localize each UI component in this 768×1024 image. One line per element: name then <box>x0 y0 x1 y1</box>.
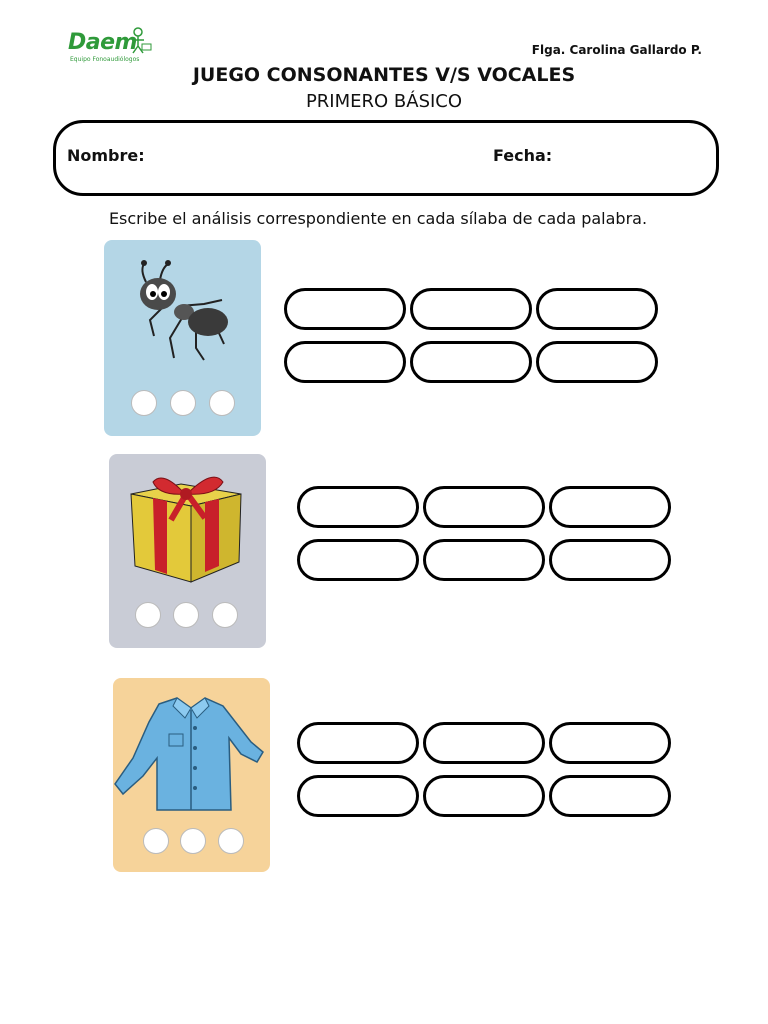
syllable-dot <box>135 602 161 628</box>
syllable-dot <box>209 390 235 416</box>
answer-box[interactable] <box>284 288 406 330</box>
answer-box[interactable] <box>297 775 419 817</box>
answer-box[interactable] <box>297 722 419 764</box>
answer-box[interactable] <box>549 722 671 764</box>
answer-box[interactable] <box>549 539 671 581</box>
answer-box[interactable] <box>423 486 545 528</box>
answer-box[interactable] <box>297 539 419 581</box>
name-date-box <box>53 120 719 196</box>
answer-box[interactable] <box>410 341 532 383</box>
answer-box[interactable] <box>410 288 532 330</box>
shirt-icon <box>113 678 270 818</box>
gift-card <box>109 454 266 648</box>
logo-subtext: Equipo Fonoaudiólogos <box>70 56 140 63</box>
answer-box[interactable] <box>423 539 545 581</box>
name-label: Nombre: <box>67 146 145 165</box>
syllable-dot <box>180 828 206 854</box>
logo-text: Daem <box>68 30 137 55</box>
answer-box[interactable] <box>549 775 671 817</box>
answer-box[interactable] <box>284 341 406 383</box>
answer-box[interactable] <box>297 486 419 528</box>
syllable-dot <box>212 602 238 628</box>
author-name: Flga. Carolina Gallardo P. <box>531 43 702 57</box>
answer-box[interactable] <box>423 722 545 764</box>
syllable-dot <box>170 390 196 416</box>
syllable-dot <box>218 828 244 854</box>
logo-figure-icon <box>128 26 152 54</box>
ant-card <box>104 240 261 436</box>
worksheet-subtitle: PRIMERO BÁSICO <box>305 91 463 112</box>
worksheet-title: JUEGO CONSONANTES V/S VOCALES <box>192 64 576 86</box>
gift-icon <box>109 454 266 594</box>
answer-box[interactable] <box>423 775 545 817</box>
syllable-dot <box>131 390 157 416</box>
answer-box[interactable] <box>536 341 658 383</box>
answer-box[interactable] <box>549 486 671 528</box>
ant-icon <box>104 240 261 380</box>
shirt-card <box>113 678 270 872</box>
syllable-dot <box>143 828 169 854</box>
instruction-text: Escribe el análisis correspondiente en cada sílaba de cada palabra. <box>108 209 648 228</box>
date-label: Fecha: <box>493 146 553 165</box>
syllable-dot <box>173 602 199 628</box>
answer-box[interactable] <box>536 288 658 330</box>
